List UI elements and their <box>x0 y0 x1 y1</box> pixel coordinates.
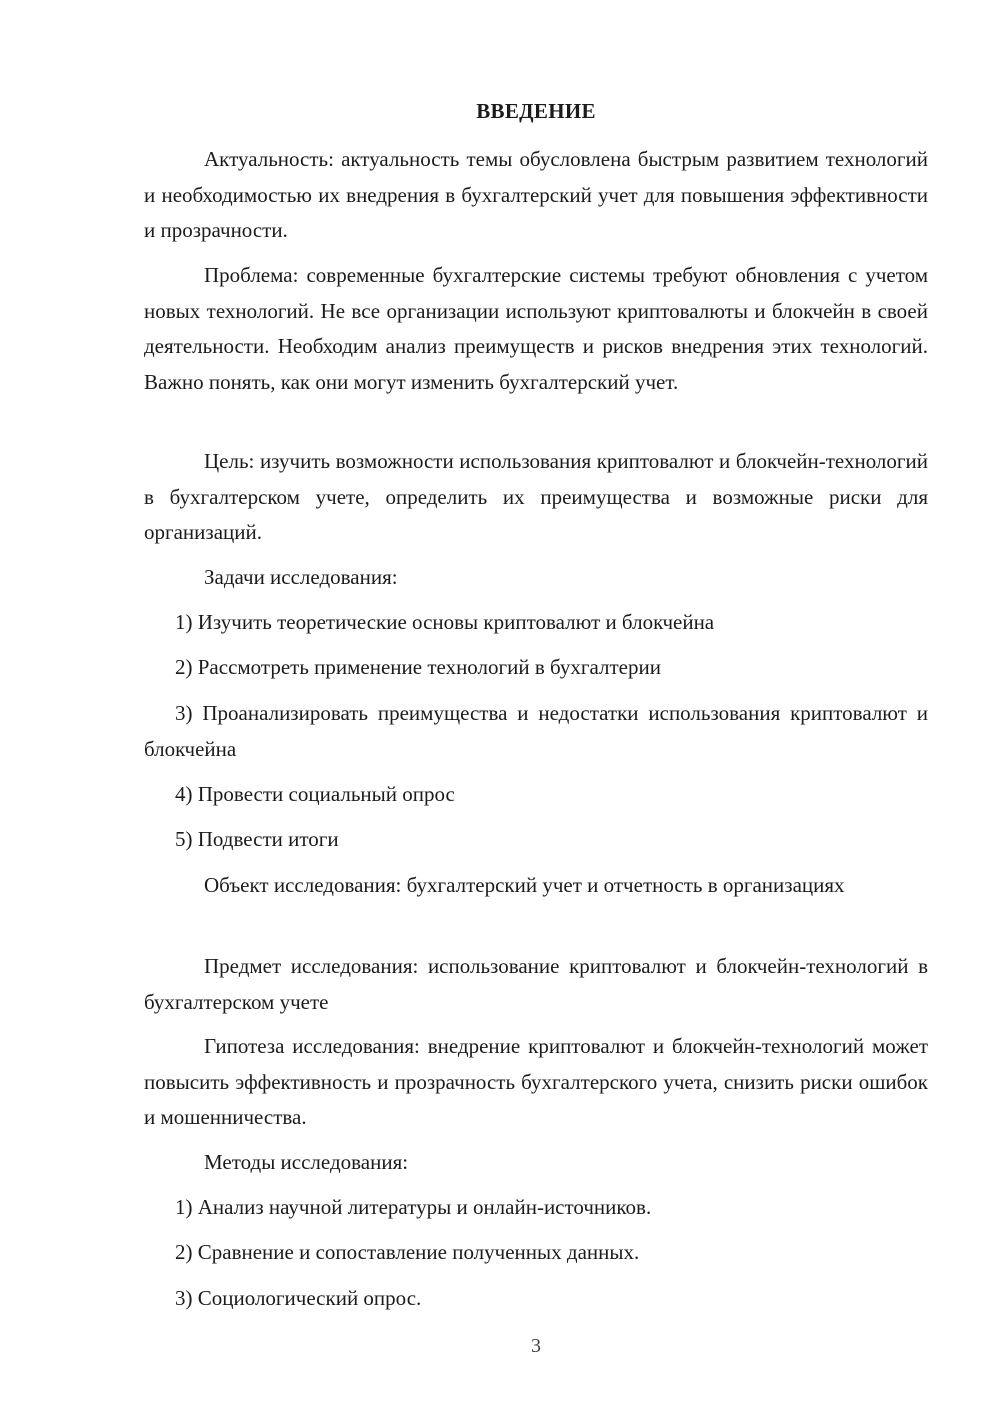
task-item-3: 3) Проанализировать преимущества и недостатки использования криптовалют и блокчейна <box>144 701 928 761</box>
page-number: 3 <box>531 1335 541 1357</box>
problem-paragraph: Проблема: современные бухгалтерские системы требуют обновления с учетом новых технологий. Не все организации используют криптовалюты и блокчейн в своей деятельности. Необходим анализ преимуществ и рисков внедрения этих технологий. Важно понять, как они могут изменить бухгалтерский учет. <box>144 263 928 394</box>
method-item-2: 2) Сравнение и сопоставление полученных данных. <box>175 1240 640 1264</box>
tasks-title: Задачи исследования: <box>204 565 398 589</box>
task-item-1: 1) Изучить теоретические основы криптовалют и блокчейна <box>175 610 715 634</box>
task-item-2: 2) Рассмотреть применение технологий в бухгалтерии <box>175 655 661 679</box>
subject-paragraph: Предмет исследования: использование криптовалют и блокчейн-технологий в бухгалтерском учете <box>144 954 928 1014</box>
task-item-5: 5) Подвести итоги <box>175 827 339 851</box>
methods-title: Методы исследования: <box>204 1150 409 1174</box>
section-heading: ВВЕДЕНИЕ <box>476 99 596 123</box>
method-item-1: 1) Анализ научной литературы и онлайн-источников. <box>175 1195 652 1219</box>
task-item-4: 4) Провести социальный опрос <box>175 782 455 806</box>
goal-paragraph: Цель: изучить возможности использования криптовалют и блокчейн-технологий в бухгалтерском учете, определить их преимущества и возможные риски для организаций. <box>144 449 928 544</box>
object-paragraph: Объект исследования: бухгалтерский учет и отчетность в организациях <box>204 873 845 897</box>
relevance-paragraph: Актуальность: актуальность темы обусловлена быстрым развитием технологий и необходимостью их внедрения в бухгалтерский учет для повышения эффективности и прозрачности. <box>144 147 928 242</box>
method-item-3: 3) Социологический опрос. <box>175 1286 422 1310</box>
hypothesis-paragraph: Гипотеза исследования: внедрение криптовалют и блокчейн-технологий может повысить эффективность и прозрачность бухгалтерского учета, снизить риски ошибок и мошенничества. <box>144 1034 928 1129</box>
